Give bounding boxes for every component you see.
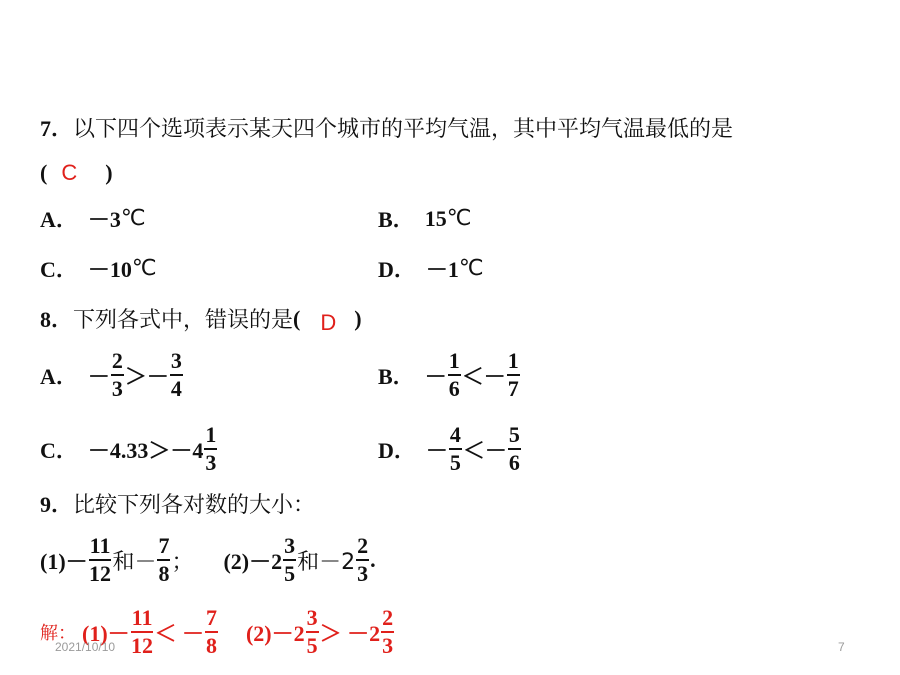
fraction — [204, 424, 217, 474]
operator: ＜－ — [461, 363, 506, 389]
fraction — [283, 535, 296, 585]
solution-prefix: 解： — [40, 623, 76, 644]
option-unit: ℃ — [458, 256, 484, 281]
q8-number: 8． — [40, 307, 74, 332]
option-label: D． — [378, 437, 416, 463]
numerator: 4 — [449, 424, 462, 450]
option-label: A． — [40, 363, 78, 389]
option-value: 15 — [424, 205, 447, 231]
fraction — [111, 350, 124, 400]
numerator: 5 — [508, 424, 521, 450]
numerator: 7 — [205, 607, 218, 633]
option-label: A． — [40, 207, 78, 232]
denominator: 4 — [170, 376, 182, 401]
fraction — [131, 607, 154, 657]
q9-stem — [40, 488, 315, 519]
denominator: 5 — [306, 633, 318, 658]
fraction — [205, 607, 218, 657]
numerator: 7 — [157, 535, 170, 561]
separator: ； — [171, 549, 194, 575]
numerator: 1 — [204, 424, 217, 450]
operator: ＜－ — [462, 437, 507, 463]
option-label: D． — [378, 257, 416, 282]
q9-number: 9． — [40, 492, 74, 517]
solution-part-2-label: (2)－2 — [245, 620, 305, 646]
q7-stem — [40, 112, 733, 143]
q7-text: 以下四个选项表示某天四个城市的平均气温，其中平均气温最低的是 — [73, 117, 734, 142]
q8-option-a — [40, 350, 184, 400]
q9-parts — [40, 535, 376, 585]
q7-option-b — [378, 203, 471, 234]
q7-option-c — [40, 253, 157, 284]
denominator: 8 — [158, 561, 170, 586]
numerator: 2 — [111, 350, 124, 376]
sign: － — [425, 437, 448, 463]
q7-option-d — [378, 253, 484, 284]
q8-answer: D — [320, 309, 337, 335]
numerator: 3 — [306, 607, 319, 633]
denominator: 6 — [448, 376, 460, 401]
sign: － — [87, 363, 110, 389]
q7-paren-close: ) — [105, 160, 113, 185]
q8-paren-open: ( — [293, 305, 301, 331]
fraction — [508, 424, 521, 474]
numerator: 2 — [381, 607, 394, 633]
q8-option-d — [378, 424, 522, 474]
denominator: 3 — [382, 633, 394, 658]
q8-option-b — [378, 350, 521, 400]
conjunction: 和－ — [112, 549, 157, 575]
q7-answer: C — [61, 160, 78, 185]
period: . — [370, 547, 376, 572]
footer-page-number: 7 — [838, 640, 845, 654]
numerator: 1 — [448, 350, 461, 376]
fraction — [449, 424, 462, 474]
denominator: 3 — [205, 450, 217, 475]
q9-text: 比较下列各对数的大小： — [73, 493, 316, 518]
fraction — [507, 350, 520, 400]
numerator: 11 — [131, 607, 154, 633]
option-unit: ℃ — [131, 256, 157, 281]
part-2-label: (2)－2 — [223, 548, 283, 574]
option-unit: ℃ — [446, 206, 472, 231]
denominator: 5 — [449, 450, 461, 475]
q7-answer-line — [40, 160, 113, 186]
conjunction: 和－2 — [297, 549, 356, 575]
operator: ＞－ — [124, 363, 169, 389]
option-label: B． — [378, 363, 415, 389]
numerator: 2 — [356, 535, 369, 561]
denominator: 3 — [111, 376, 123, 401]
fraction — [381, 607, 394, 657]
q8-paren-close: ) — [354, 305, 362, 331]
fraction — [356, 535, 369, 585]
part-1-label: (1)－ — [40, 548, 88, 574]
numerator: 1 — [507, 350, 520, 376]
denominator: 7 — [507, 376, 519, 401]
q8-text: 下列各式中，错误的是 — [73, 308, 294, 333]
option-value: －10 — [87, 257, 132, 282]
option-unit: ℃ — [120, 206, 146, 231]
option-label: C． — [40, 437, 78, 463]
fraction — [306, 607, 319, 657]
fraction — [157, 535, 170, 585]
fraction — [89, 535, 112, 585]
denominator: 12 — [89, 561, 112, 586]
denominator: 5 — [284, 561, 296, 586]
numerator: 11 — [89, 535, 112, 561]
q8-stem — [40, 303, 362, 334]
option-label: C． — [40, 257, 78, 282]
denominator: 3 — [357, 561, 369, 586]
fraction — [170, 350, 183, 400]
option-label: B． — [378, 207, 415, 232]
expression: －4.33＞－4 — [87, 437, 204, 463]
option-value: －1 — [425, 257, 459, 282]
fraction — [448, 350, 461, 400]
operator: ＜ － — [154, 620, 204, 646]
denominator: 12 — [131, 633, 154, 658]
sign: － — [424, 363, 447, 389]
numerator: 3 — [170, 350, 183, 376]
q7-option-a — [40, 203, 146, 234]
q8-option-c — [40, 424, 218, 474]
numerator: 3 — [283, 535, 296, 561]
option-value: －3 — [87, 207, 121, 232]
footer-date: 2021/10/10 — [55, 640, 116, 654]
solution-part-1-label: (1)－ — [82, 620, 130, 646]
q7-number: 7． — [40, 116, 74, 141]
operator: ＞ －2 — [319, 620, 381, 646]
q7-paren-open: ( — [40, 160, 48, 185]
denominator: 6 — [508, 450, 520, 475]
denominator: 8 — [205, 633, 217, 658]
